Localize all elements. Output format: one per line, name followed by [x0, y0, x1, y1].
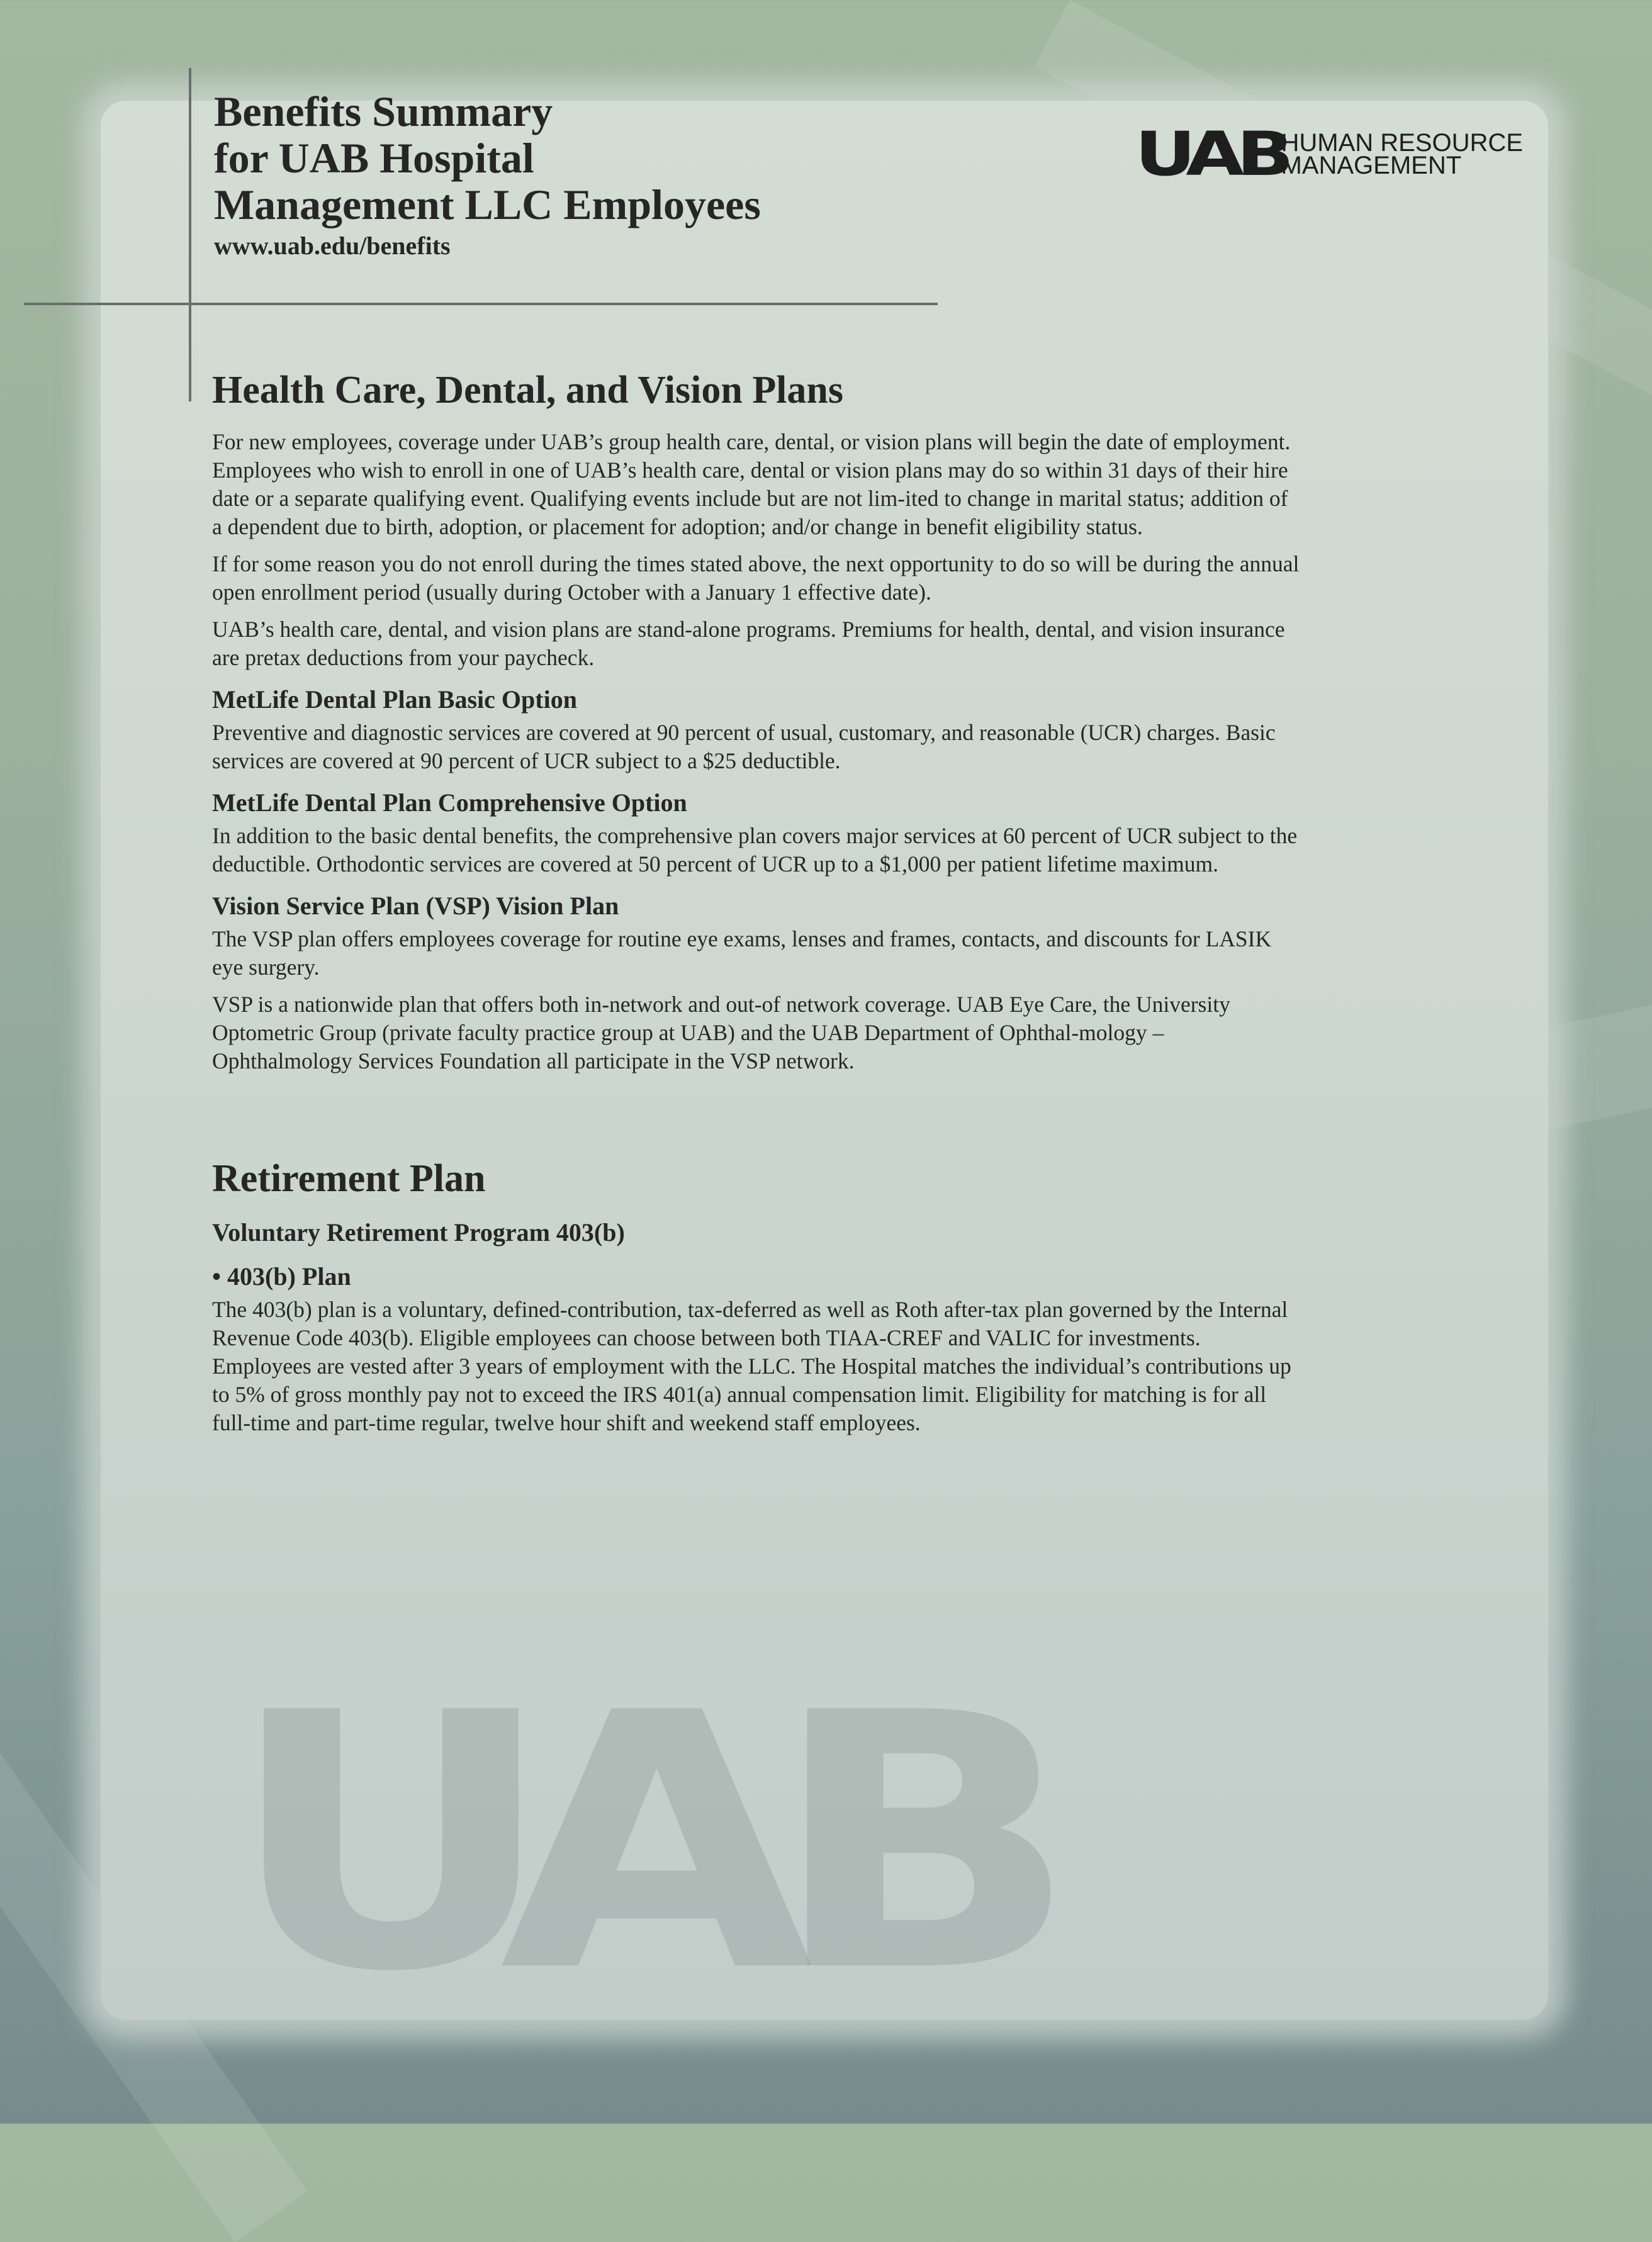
- document-title-block: [214, 88, 761, 263]
- 403b-bullet-heading: • 403(b) Plan: [212, 1262, 351, 1291]
- hr-logo-text: [1281, 129, 1523, 179]
- document-title-line: Management LLC Employees: [214, 181, 761, 228]
- document-title-line: Benefits Summary: [214, 87, 553, 135]
- uab-logo-mark: UAB: [1135, 119, 1286, 189]
- dental-comprehensive-heading: MetLife Dental Plan Comprehensive Option: [212, 788, 687, 817]
- header-horizontal-rule: [24, 303, 938, 305]
- health-plans-heading: Health Care, Dental, and Vision Plans: [212, 369, 844, 412]
- uab-watermark-logo: UAB: [227, 1639, 1036, 2049]
- 403b-plan-text: The 403(b) plan is a voluntary, defined-contribution, tax-deferred as well as Roth after-tax plan governed by the Internal Revenue Code 403(b). Eligible employees can choose between both TIAA-CREF and VALIC for investments. Employees are vested after 3 years of employment with the LLC. The Hospital matches the individual’s contributions up to 5% of gross monthly pay not to exceed the IRS 401(a) annual compensation limit. Eligibility for matching is for all full-time and part-time regular, twelve hour shift and weekend staff employees.: [212, 1297, 1291, 1435]
- benefits-url: www.uab.edu/benefits: [214, 232, 451, 260]
- retirement-program-subheading: Voluntary Retirement Program 403(b): [212, 1218, 625, 1247]
- vision-paragraph-network: VSP is a nationwide plan that offers both in-network and out-of network coverage. UAB Eye Care, the University Optometric Group (private faculty practice group at UAB) and the UAB Department of Ophthal-mology – Ophthalmology Services Foundation all participate in the VSP network.: [212, 992, 1230, 1073]
- document-body: [212, 365, 1301, 1446]
- section-spacer: [212, 1084, 1301, 1153]
- health-paragraph-premiums: UAB’s health care, dental, and vision plans are stand-alone programs. Premiums for health, dental, and vision insurance are pretax deductions from your paycheck.: [212, 617, 1285, 670]
- health-paragraph-eligibility: For new employees, coverage under UAB’s group health care, dental, or vision plans will begin the date of employment. Employees who wish to enroll in one of UAB’s health care, dental or vision plans may do so within 31 days of their hire date or a separate qualifying event. Qualifying events include but are not lim-ited to change in marital status; addition of a dependent due to birth, adoption, or placement for adoption; and/or change in benefit eligibility status.: [212, 429, 1291, 539]
- vision-paragraph-coverage: The VSP plan offers employees coverage for routine eye exams, lenses and frames, contacts, and discounts for LASIK eye surgery.: [212, 926, 1272, 980]
- retirement-plan-heading: Retirement Plan: [212, 1157, 486, 1200]
- header-vertical-rule: [189, 68, 191, 401]
- vision-plan-heading: Vision Service Plan (VSP) Vision Plan: [212, 892, 619, 920]
- dental-comprehensive-text: In addition to the basic dental benefits, the comprehensive plan covers major services at 60 percent of UCR subject to the deductible. Orthodontic services are covered at 50 percent of UCR up to a $1,000 per patient lifetime maximum.: [212, 823, 1298, 877]
- dental-basic-text: Preventive and diagnostic services are covered at 90 percent of usual, customary, and reasonable (UCR) charges. Basic services are covered at 90 percent of UCR subject to a $25 deductible.: [212, 720, 1276, 773]
- dental-basic-heading: MetLife Dental Plan Basic Option: [212, 685, 577, 714]
- document-title-line: for UAB Hospital: [214, 134, 534, 182]
- uab-hr-logo: [1135, 119, 1523, 189]
- hr-logo-line1: HUMAN RESOURCE: [1281, 129, 1523, 157]
- hr-logo-line2: MANAGEMENT: [1281, 152, 1462, 179]
- health-paragraph-open-enrollment: If for some reason you do not enroll during the times stated above, the next opportunity to do so will be during the annual open enrollment period (usually during October with a January 1 effective date).: [212, 551, 1300, 605]
